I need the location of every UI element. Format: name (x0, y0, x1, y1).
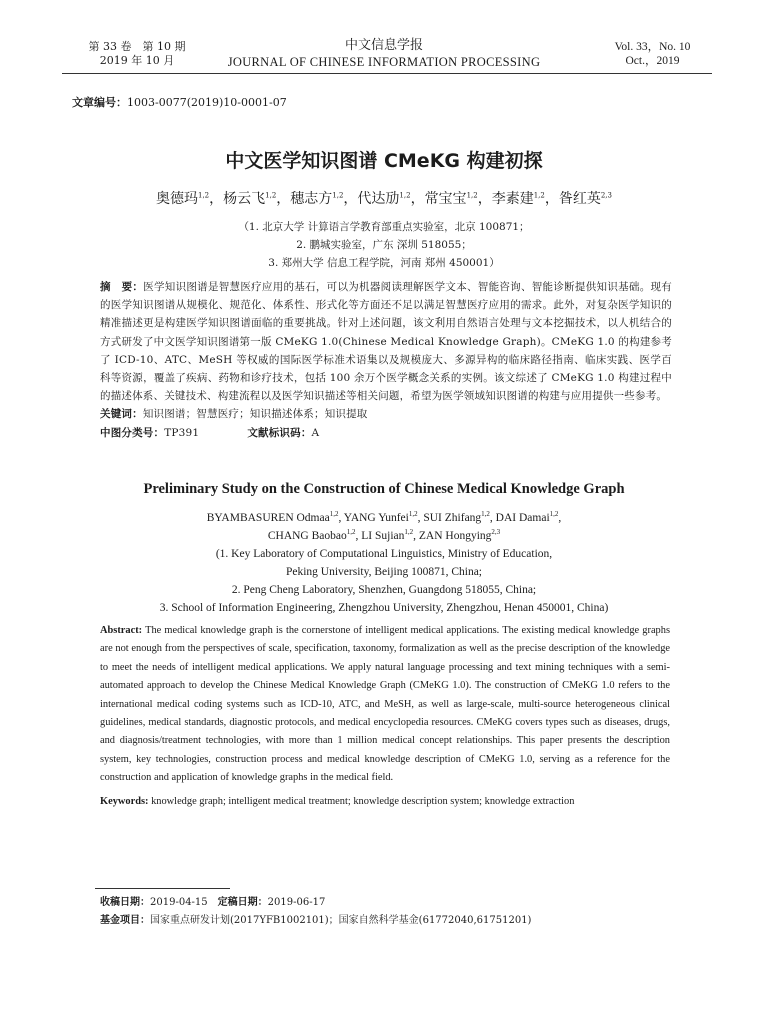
keywords-cn-label: 关键词： (100, 408, 143, 421)
author-name: CHANG Baobao (267, 530, 347, 542)
fund-text: 国家重点研发计划(2017YFB1002101)；国家自然科学基金(61772040,61751201) (150, 915, 532, 926)
author-affiliation-mark: 2,3 (491, 528, 501, 537)
title-cn: 中文医学知识图谱 CMeKG 构建初探 (225, 150, 543, 172)
doc-code-value: A (311, 426, 320, 439)
author-affiliation-mark: 2,3 (600, 191, 612, 200)
author-affiliation-mark: 1,2 (329, 510, 339, 519)
author-name: YANG Yunfei (343, 512, 409, 524)
abstract-cn-text: 医学知识图谱是智慧医疗应用的基石，可以为机器阅读理解医学文本、智能咨询、智能诊断提供知识基础。现有的医学知识图谱从规模化、规范化、体系性、形式化等方面还不足以满足智慧医疗应用的需求。此外，对复杂医学知识的精准描述更是构建医学知识图谱面临的重要挑战。针对上述问题，该文利用自然语言处理与文本挖掘技术，以人机结合的方式研发了中文医学知识图谱第一版 CMeKG 1.0(Chinese Medical Knowledge Graph)。CMeKG 1.0 的构建参考了 ICD-10、ATC、MeSH 等权威的国际医学标准术语集以及规模庞大、多源异构的临床路径指南、临床实践、医学百科等资源，覆盖了疾病、药物和诊疗技术，包括 100 余万个医学概念关系的实例。该文综述了 CMeKG 1.0 构建过程中的描述体系、关键技术、构建流程以及医学知识描述等相关问题，希望为医学领域知识图谱的构建与应用提供一些参考。 (100, 281, 672, 403)
running-header-center (200, 38, 568, 70)
abstract-cn-paragraph (100, 278, 672, 405)
affiliation-cn-1: （1. 北京大学 计算语言学教育部重点实验室，北京 100871； (238, 221, 530, 233)
article-number-value: 1003-0077(2019)10-0001-07 (127, 96, 287, 109)
affiliation-en-4: 3. School of Information Engineering, Zhengzhou University, Zhengzhou, Henan 450001, China) (159, 602, 609, 614)
author-affiliation-mark: 1,2 (265, 191, 277, 200)
author-name: LI Sujian (361, 530, 405, 542)
date-cn: 2019 年 10 月 (99, 54, 175, 67)
author-affiliation-mark: 1,2 (198, 191, 210, 200)
author-affiliation-mark: 1,2 (533, 191, 545, 200)
final-label: 定稿日期： (217, 897, 268, 908)
keywords-en-text: knowledge graph; intelligent medical treatment; knowledge description system; knowledge extraction (151, 796, 575, 807)
author-name: 代达劢 (357, 191, 400, 207)
author-affiliation-mark: 1,2 (404, 528, 414, 537)
author-affiliation-mark: 1,2 (481, 510, 490, 519)
volume-en: Vol. 33，No. 10 (614, 41, 691, 53)
author-name: ZAN Hongying (418, 530, 492, 542)
author-name: BYAMBASUREN Odmaa (206, 512, 330, 524)
footnote-dates (100, 896, 325, 910)
author-name: 杨云飞 (223, 191, 266, 207)
affiliation-cn-3: 3. 郑州大学 信息工程学院，河南 郑州 450001） (268, 257, 500, 269)
article-number-label: 文章编号： (72, 96, 127, 109)
journal-name-en: JOURNAL OF CHINESE INFORMATION PROCESSING (227, 55, 541, 69)
author-affiliation-mark: 1,2 (408, 510, 418, 519)
header-rule (62, 73, 712, 74)
keywords-cn-text: 知识图谱；智慧医疗；知识描述体系；知识提取 (142, 408, 368, 421)
abstract-cn (100, 278, 672, 442)
journal-name-cn: 中文信息学报 (344, 38, 423, 53)
author-name: SUI Zhifang (423, 512, 482, 524)
date-en: Oct.，2019 (625, 55, 680, 67)
author-name: 昝红英 (558, 191, 601, 207)
received-date: 2019-04-15 (150, 897, 208, 908)
author-name: DAI Damai (495, 512, 550, 524)
author-affiliation-mark: 1,2 (549, 510, 559, 519)
abstract-en-label: Abstract: (100, 625, 143, 636)
authors-en-line-1: BYAMBASUREN Odmaa$^{1,2}$, YANG Yunfei$^{1,2}$, SUI Zhifang$^{1,2}$, DAI Damai$^{1,2}$, (206, 510, 562, 524)
abstract-en (100, 622, 670, 788)
clc-label: 中图分类号： (100, 426, 165, 439)
author-affiliation-mark: 1,2 (332, 191, 344, 200)
author-name: 常宝宝 (424, 191, 467, 207)
affiliation-en-3: 2. Peng Cheng Laboratory, Shenzhen, Guangdong 518055, China; (231, 584, 537, 596)
abstract-en-text: The medical knowledge graph is the cornerstone of intelligent medical applications. The existing medical knowledge graphs are not enough from the perspectives of scale, specification, taxonomy, formalization as well as the precise description of the knowledge to meet the needs of intelligent medical applications. We apply natural language processing and text mining techniques with a semi-automated approach to develop the Chinese Medical Knowledge Graph (CMeKG 1.0). The construction of CMeKG 1.0 refers to the international medical coding systems such as ICD-10, ATC, and MeSH, as well as large-scale, multi-source heterogeneous clinical guidelines, medical standards, diagnostic protocols, and medical encyclopedia resources. CMeKG covers types such as diseases, drugs, and diagnosis/treatment technologies, with more than 1 million medical concept relationships. This paper presents the description system, key technologies, construction process and medical knowledge description of CMeKG 1.0, serving as a reference for the construction and application of knowledge graphs in the medical field. (100, 625, 670, 784)
doc-code-label: 文献标识码： (247, 426, 312, 439)
clc-value: TP391 (164, 426, 200, 439)
abstract-cn-label: 摘 要： (100, 281, 144, 293)
author-name: 穗志方 (290, 191, 333, 207)
article-number (72, 94, 287, 110)
author-affiliation-mark: 1,2 (399, 191, 411, 200)
author-name: 李素建 (491, 191, 534, 207)
issue-cn: 第 33 卷 第 10 期 (88, 40, 186, 53)
final-date: 2019-06-17 (267, 897, 326, 908)
authors-cn: 奥德玛$^{1,2}$，杨云飞$^{1,2}$，穗志方$^{1,2}$，代达劢$^{1,2}$，常宝宝$^{1,2}$，李素建$^{1,2}$，昝红英$^{2,3}$ (156, 191, 612, 207)
footnote-rule (95, 888, 230, 889)
keywords-en (100, 796, 574, 807)
author-name: 奥德玛 (156, 191, 198, 207)
footnote-fund (100, 914, 531, 928)
title-en: Preliminary Study on the Construction of Chinese Medical Knowledge Graph (143, 481, 625, 497)
affiliation-en-2: Peking University, Beijing 100871, China; (285, 566, 483, 578)
running-header-right (590, 40, 715, 68)
keywords-cn (100, 405, 672, 423)
authors-en-line-2: CHANG Baobao$^{1,2}$, LI Sujian$^{1,2}$, ZAN Hongying$^{2,3}$ (267, 528, 501, 542)
author-affiliation-mark: 1,2 (346, 528, 356, 537)
running-header-left (62, 40, 212, 68)
keywords-en-label: Keywords: (100, 796, 149, 807)
classification-cn (100, 424, 672, 442)
fund-label: 基金项目： (100, 915, 150, 926)
affiliation-cn-2: 2. 鹏城实验室，广东 深圳 518055； (296, 239, 472, 251)
author-affiliation-mark: 1,2 (466, 191, 478, 200)
received-label: 收稿日期： (100, 897, 150, 908)
affiliation-en-1: (1. Key Laboratory of Computational Linguistics, Ministry of Education, (215, 548, 553, 560)
